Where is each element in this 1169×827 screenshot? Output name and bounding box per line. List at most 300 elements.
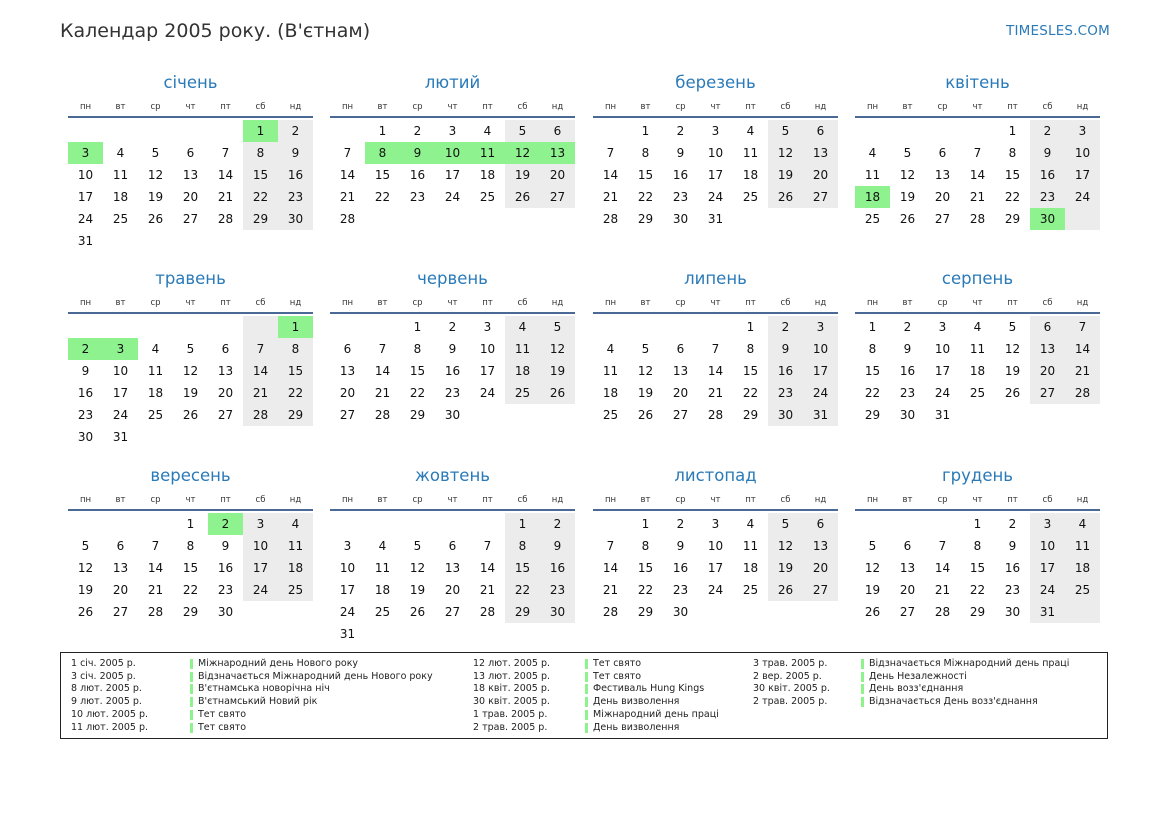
weekday-label: пт (1007, 102, 1018, 112)
weekday-label: пт (482, 495, 493, 505)
day-cell: 19 (77, 583, 94, 597)
day-cell: 19 (147, 190, 164, 204)
day-cell: 3 (483, 320, 492, 334)
day-cell: 19 (777, 561, 794, 575)
month-name: жовтень (415, 466, 490, 485)
day-cell: 21 (1074, 364, 1091, 378)
day-cell: 10 (77, 168, 94, 182)
legend-holiday-name (593, 658, 641, 671)
day-cell: 1 (278, 316, 313, 338)
legend-date: 18 квіт. 2005 р. (473, 683, 550, 695)
weekday-label: сб (1042, 495, 1053, 505)
header-rule (68, 509, 313, 511)
legend-date: 9 лют. 2005 р. (71, 696, 142, 708)
weekday-label: чт (447, 495, 458, 505)
day-cell: 10 (1039, 539, 1056, 553)
day-cell: 25 (479, 190, 496, 204)
legend-holiday-text: Тет свято (593, 670, 642, 682)
day-cell: 30 (899, 408, 916, 422)
day-cell: 20 (217, 386, 234, 400)
day-cell: 18 (147, 386, 164, 400)
legend-date: 13 лют. 2005 р. (473, 670, 550, 682)
day-cell: 6 (221, 342, 230, 356)
day-cell: 8 (518, 539, 527, 553)
day-cell: 18 (479, 168, 496, 182)
weekday-label: сб (517, 102, 528, 112)
day-cell: 12 (77, 561, 94, 575)
day-cell: 29 (182, 605, 199, 619)
legend-date: 2 вер. 2005 р. (753, 670, 822, 682)
day-cell: 3 (256, 517, 265, 531)
day-cell: 14 (147, 561, 164, 575)
day-cell: 2 (291, 124, 300, 138)
weekday-label: вт (115, 102, 126, 112)
day-cell: 7 (256, 342, 265, 356)
day-cell: 15 (287, 364, 304, 378)
day-cell: 19 (637, 386, 654, 400)
day-cell: 12 (864, 561, 881, 575)
weekday-label: сб (780, 298, 791, 308)
weekday-label: пн (341, 298, 354, 308)
holiday-marker (861, 684, 864, 694)
weekday-label: пт (745, 495, 756, 505)
day-cell: 13 (812, 146, 829, 160)
weekday-label: сб (780, 495, 791, 505)
day-cell: 16 (77, 386, 94, 400)
day-cell: 18 (855, 186, 890, 208)
weekday-label: чт (447, 298, 458, 308)
legend-date: 2 трав. 2005 р. (753, 696, 828, 708)
weekday-label: вт (902, 298, 913, 308)
day-cell: 29 (409, 408, 426, 422)
day-cell: 14 (339, 168, 356, 182)
day-cell: 25 (287, 583, 304, 597)
day-cell: 21 (602, 583, 619, 597)
day-cell: 8 (641, 539, 650, 553)
day-cell: 13 (540, 142, 575, 164)
day-cell: 13 (112, 561, 129, 575)
day-cell: 27 (899, 605, 916, 619)
legend-holiday-text: День визволення (593, 696, 680, 708)
holiday-marker (585, 723, 588, 733)
day-cell: 13 (812, 539, 829, 553)
day-cell: 27 (217, 408, 234, 422)
day-cell: 19 (549, 364, 566, 378)
day-cell: 25 (602, 408, 619, 422)
day-cell: 30 (287, 212, 304, 226)
day-cell: 6 (676, 342, 685, 356)
day-cell: 13 (934, 168, 951, 182)
day-cell: 3 (68, 142, 103, 164)
weekday-label: пн (604, 298, 617, 308)
legend-holiday-text: Тет свято (198, 708, 247, 720)
day-cell: 26 (147, 212, 164, 226)
day-cell: 24 (1074, 190, 1091, 204)
legend-holiday-text: Відзначається Міжнародний день Нового року (198, 670, 433, 682)
day-cell: 25 (742, 583, 759, 597)
weekday-label: ср (150, 298, 161, 308)
weekday-label: пн (79, 102, 92, 112)
day-cell: 13 (444, 561, 461, 575)
day-cell: 14 (602, 561, 619, 575)
day-cell: 2 (1008, 517, 1017, 531)
day-cell: 5 (1008, 320, 1017, 334)
day-cell: 31 (77, 234, 94, 248)
weekday-label: нд (289, 495, 302, 505)
day-cell: 19 (1004, 364, 1021, 378)
day-cell: 15 (374, 168, 391, 182)
month-name: червень (417, 269, 488, 288)
day-cell: 2 (208, 513, 243, 535)
day-cell: 4 (151, 342, 160, 356)
day-cell: 24 (252, 583, 269, 597)
weekday-label: ср (937, 298, 948, 308)
weekday-label: нд (1076, 298, 1089, 308)
day-cell: 14 (602, 168, 619, 182)
holiday-marker (190, 723, 193, 733)
weekday-label: пт (482, 102, 493, 112)
day-cell: 20 (339, 386, 356, 400)
month-name: вересень (150, 466, 231, 485)
day-cell: 2 (781, 320, 790, 334)
weekday-label: нд (289, 102, 302, 112)
holiday-marker (585, 697, 588, 707)
day-cell: 31 (1039, 605, 1056, 619)
day-cell: 7 (151, 539, 160, 553)
day-cell: 17 (77, 190, 94, 204)
day-cell: 28 (707, 408, 724, 422)
day-cell: 7 (938, 539, 947, 553)
day-cell: 20 (549, 168, 566, 182)
day-cell: 10 (339, 561, 356, 575)
day-cell: 4 (868, 146, 877, 160)
day-cell: 12 (1004, 342, 1021, 356)
day-cell: 15 (637, 561, 654, 575)
header-rule (330, 116, 575, 118)
day-cell: 22 (637, 583, 654, 597)
day-cell: 14 (252, 364, 269, 378)
brand-link[interactable]: TIMESLES.COM (1006, 23, 1110, 39)
day-cell: 4 (483, 124, 492, 138)
day-cell: 24 (812, 386, 829, 400)
day-cell: 16 (899, 364, 916, 378)
day-cell: 22 (287, 386, 304, 400)
day-cell: 19 (899, 190, 916, 204)
header-rule (593, 116, 838, 118)
day-cell: 18 (1074, 561, 1091, 575)
day-cell: 2 (448, 320, 457, 334)
day-cell: 30 (444, 408, 461, 422)
weekday-label: нд (814, 102, 827, 112)
day-cell: 25 (374, 605, 391, 619)
weekday-label: пн (604, 102, 617, 112)
weekday-label: ср (937, 102, 948, 112)
day-cell: 1 (518, 517, 527, 531)
day-cell: 4 (973, 320, 982, 334)
day-cell: 17 (707, 561, 724, 575)
weekday-label: вт (377, 298, 388, 308)
day-cell: 16 (672, 168, 689, 182)
weekday-label: сб (780, 102, 791, 112)
weekday-label: пн (79, 298, 92, 308)
legend-holiday-text: День визволення (593, 721, 680, 733)
day-cell: 2 (413, 124, 422, 138)
weekday-label: нд (551, 298, 564, 308)
day-cell: 5 (151, 146, 160, 160)
month-name: травень (155, 269, 226, 288)
weekday-label: ср (675, 495, 686, 505)
day-cell: 14 (969, 168, 986, 182)
day-cell: 22 (969, 583, 986, 597)
day-cell: 16 (287, 168, 304, 182)
weekday-label: нд (814, 298, 827, 308)
day-cell: 26 (1004, 386, 1021, 400)
day-cell: 4 (378, 539, 387, 553)
day-cell: 4 (746, 124, 755, 138)
header-rule (330, 312, 575, 314)
day-cell: 21 (602, 190, 619, 204)
day-cell: 2 (1043, 124, 1052, 138)
day-cell: 8 (973, 539, 982, 553)
legend-holiday-text: В'єтнамська новорічна ніч (198, 683, 330, 695)
day-cell: 16 (1039, 168, 1056, 182)
day-cell: 8 (256, 146, 265, 160)
day-cell: 23 (217, 583, 234, 597)
holiday-marker (585, 659, 588, 669)
legend-holiday-text: Міжнародний день Нового року (198, 658, 359, 669)
day-cell: 17 (812, 364, 829, 378)
day-cell: 10 (934, 342, 951, 356)
day-cell: 6 (816, 517, 825, 531)
weekday-label: чт (447, 102, 458, 112)
holiday-marker (190, 684, 193, 694)
day-cell: 3 (448, 124, 457, 138)
day-cell: 24 (77, 212, 94, 226)
day-cell: 22 (637, 190, 654, 204)
day-cell: 5 (553, 320, 562, 334)
legend-holiday-name (869, 683, 963, 696)
day-cell: 28 (374, 408, 391, 422)
legend-date: 1 січ. 2005 р. (71, 658, 136, 669)
legend-date: 30 квіт. 2005 р. (473, 696, 550, 708)
day-cell: 22 (374, 190, 391, 204)
day-cell: 14 (707, 364, 724, 378)
weekday-label: пт (220, 495, 231, 505)
day-cell: 30 (672, 212, 689, 226)
weekday-label: пт (1007, 298, 1018, 308)
day-cell: 12 (182, 364, 199, 378)
day-cell: 13 (672, 364, 689, 378)
day-cell: 10 (707, 146, 724, 160)
weekday-label: нд (814, 495, 827, 505)
day-cell: 9 (81, 364, 90, 378)
day-cell: 28 (479, 605, 496, 619)
weekday-label: нд (1076, 495, 1089, 505)
day-cell: 22 (182, 583, 199, 597)
day-cell: 3 (938, 320, 947, 334)
month-name: березень (675, 73, 756, 92)
weekday-label: сб (517, 495, 528, 505)
day-cell: 23 (549, 583, 566, 597)
day-cell: 9 (291, 146, 300, 160)
day-cell: 10 (435, 142, 470, 164)
day-cell: 25 (112, 212, 129, 226)
day-cell: 23 (1039, 190, 1056, 204)
weekday-label: чт (972, 102, 983, 112)
day-cell: 13 (899, 561, 916, 575)
legend-holiday-text: Тет свято (593, 658, 642, 669)
day-cell: 1 (746, 320, 755, 334)
day-cell: 28 (602, 605, 619, 619)
day-cell: 21 (479, 583, 496, 597)
header-rule (593, 509, 838, 511)
day-cell: 5 (868, 539, 877, 553)
day-cell: 27 (444, 605, 461, 619)
day-cell: 18 (742, 168, 759, 182)
legend-holiday-name (593, 683, 704, 696)
day-cell: 21 (707, 386, 724, 400)
day-cell: 26 (777, 190, 794, 204)
day-cell: 8 (868, 342, 877, 356)
day-cell: 24 (707, 583, 724, 597)
day-cell: 17 (252, 561, 269, 575)
day-cell: 24 (339, 605, 356, 619)
day-cell: 11 (374, 561, 391, 575)
weekday-label: вт (640, 102, 651, 112)
day-cell: 26 (514, 190, 531, 204)
day-cell: 1 (243, 120, 278, 142)
legend-date: 3 трав. 2005 р. (753, 658, 828, 669)
day-cell: 7 (1078, 320, 1087, 334)
day-cell: 24 (444, 190, 461, 204)
day-cell: 20 (672, 386, 689, 400)
day-cell: 7 (378, 342, 387, 356)
day-cell: 3 (711, 124, 720, 138)
day-cell: 2 (553, 517, 562, 531)
day-cell: 2 (676, 124, 685, 138)
day-cell: 25 (864, 212, 881, 226)
day-cell: 12 (777, 539, 794, 553)
day-cell: 26 (549, 386, 566, 400)
day-cell: 3 (816, 320, 825, 334)
day-cell: 21 (339, 190, 356, 204)
day-cell: 31 (112, 430, 129, 444)
header-rule (68, 312, 313, 314)
weekday-label: нд (1076, 102, 1089, 112)
day-cell: 6 (553, 124, 562, 138)
day-cell: 10 (707, 539, 724, 553)
weekday-label: сб (255, 298, 266, 308)
day-cell: 21 (252, 386, 269, 400)
weekday-label: пн (79, 495, 92, 505)
day-cell: 2 (903, 320, 912, 334)
day-cell: 21 (969, 190, 986, 204)
day-cell: 14 (1074, 342, 1091, 356)
day-cell: 5 (81, 539, 90, 553)
day-cell: 16 (217, 561, 234, 575)
day-cell: 19 (777, 168, 794, 182)
legend-date: 8 лют. 2005 р. (71, 683, 142, 695)
weekday-label: сб (1042, 298, 1053, 308)
day-cell: 5 (518, 124, 527, 138)
day-cell: 30 (672, 605, 689, 619)
day-cell: 3 (343, 539, 352, 553)
day-cell: 14 (934, 561, 951, 575)
day-cell: 7 (711, 342, 720, 356)
weekday-label: пт (1007, 495, 1018, 505)
day-cell: 23 (899, 386, 916, 400)
legend-holiday-name (198, 696, 317, 709)
legend-holiday-name (198, 722, 246, 735)
day-cell: 6 (343, 342, 352, 356)
day-cell: 20 (934, 190, 951, 204)
day-cell: 27 (1039, 386, 1056, 400)
day-cell: 20 (812, 168, 829, 182)
legend-holiday-name (593, 671, 641, 684)
day-cell: 8 (413, 342, 422, 356)
day-cell: 12 (777, 146, 794, 160)
day-cell: 17 (934, 364, 951, 378)
day-cell: 28 (252, 408, 269, 422)
day-cell: 9 (448, 342, 457, 356)
day-cell: 29 (864, 408, 881, 422)
day-cell: 17 (479, 364, 496, 378)
holiday-marker (861, 659, 864, 669)
holiday-marker (585, 684, 588, 694)
legend-date: 2 трав. 2005 р. (473, 721, 548, 733)
day-cell: 26 (409, 605, 426, 619)
day-cell: 15 (742, 364, 759, 378)
day-cell: 19 (514, 168, 531, 182)
day-cell: 16 (444, 364, 461, 378)
weekday-label: нд (551, 495, 564, 505)
day-cell: 30 (777, 408, 794, 422)
legend-holiday-name (869, 696, 1038, 709)
day-cell: 19 (864, 583, 881, 597)
weekday-label: пн (866, 495, 879, 505)
day-cell: 4 (1078, 517, 1087, 531)
day-cell: 1 (186, 517, 195, 531)
legend-holiday-text: Міжнародний день праці (593, 708, 719, 720)
day-cell: 24 (112, 408, 129, 422)
legend-holiday-name (198, 683, 330, 696)
day-cell: 27 (112, 605, 129, 619)
day-cell: 4 (291, 517, 300, 531)
weekday-label: чт (185, 102, 196, 112)
month-name: січень (163, 73, 218, 92)
day-cell: 7 (973, 146, 982, 160)
day-cell: 23 (77, 408, 94, 422)
day-cell: 15 (182, 561, 199, 575)
weekday-label: сб (1042, 102, 1053, 112)
day-cell: 18 (514, 364, 531, 378)
day-cell: 30 (549, 605, 566, 619)
day-cell: 30 (217, 605, 234, 619)
weekday-label: нд (551, 102, 564, 112)
day-cell: 16 (409, 168, 426, 182)
day-cell: 1 (641, 517, 650, 531)
day-cell: 12 (147, 168, 164, 182)
month-name: квітень (945, 73, 1010, 92)
legend-holiday-text: День Незалежності (869, 670, 967, 682)
day-cell: 9 (553, 539, 562, 553)
day-cell: 9 (1008, 539, 1017, 553)
day-cell: 29 (252, 212, 269, 226)
day-cell: 8 (641, 146, 650, 160)
day-cell: 25 (969, 386, 986, 400)
weekday-label: пн (604, 495, 617, 505)
day-cell: 21 (147, 583, 164, 597)
